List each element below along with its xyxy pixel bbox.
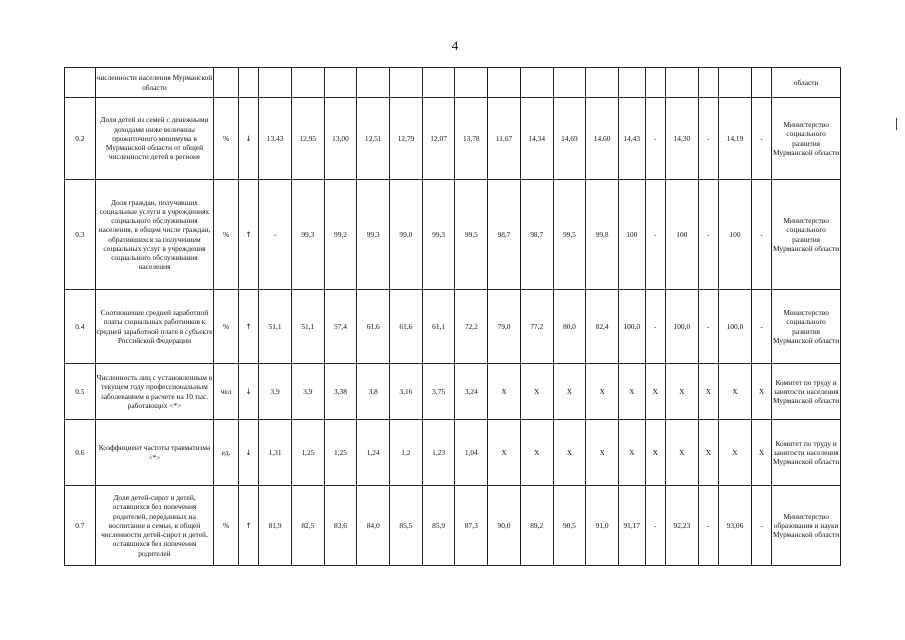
- responsible-organization: области: [772, 68, 841, 98]
- value-cell: 14,69: [553, 98, 586, 180]
- value-cell: 99,5: [455, 180, 488, 290]
- value-cell: [645, 68, 665, 98]
- value-cell: -: [751, 486, 771, 566]
- value-cell: 72,2: [455, 290, 488, 364]
- indicator-name: Доля граждан, получивших социальные услуги в учреждениях социального обслуживания населения, в общем числе граждан, обратившихся за получением социальных услуг в учреждения социального обслуживания населения: [95, 180, 214, 290]
- trend-arrow-icon: ↓: [238, 98, 258, 180]
- value-cell: 13,43: [259, 98, 292, 180]
- value-cell: -: [698, 98, 718, 180]
- row-number: 0.4: [65, 290, 96, 364]
- value-cell: 99,0: [390, 180, 423, 290]
- value-cell: [698, 68, 718, 98]
- value-cell: 61,6: [390, 290, 423, 364]
- value-cell: X: [488, 364, 521, 420]
- table-body: [65, 68, 841, 566]
- value-cell: 1,23: [422, 420, 455, 486]
- value-cell: 82,4: [586, 290, 619, 364]
- value-cell: [357, 68, 390, 98]
- table-row: [65, 180, 841, 290]
- row-number: 0.3: [65, 180, 96, 290]
- value-cell: 91,0: [586, 486, 619, 566]
- page-number: 4: [451, 38, 459, 53]
- value-cell: -: [751, 180, 771, 290]
- value-cell: 3,9: [259, 364, 292, 420]
- value-cell: 14,60: [586, 98, 619, 180]
- value-cell: 93,06: [719, 486, 752, 566]
- trend-arrow-icon: ↑: [238, 486, 258, 566]
- value-cell: 100: [719, 180, 752, 290]
- indicator-name: Доля детей из семей с денежными доходами ниже величины прожиточного минимума в Мурманской области от общей численности детей в регионе: [95, 98, 214, 180]
- value-cell: 77,2: [520, 290, 553, 364]
- table-row: [65, 420, 841, 486]
- value-cell: -: [645, 290, 665, 364]
- value-cell: -: [698, 290, 718, 364]
- value-cell: 12,51: [357, 98, 390, 180]
- value-cell: 82,5: [291, 486, 324, 566]
- value-cell: 84,0: [357, 486, 390, 566]
- indicators-table: [64, 67, 841, 566]
- value-cell: 12,79: [390, 98, 423, 180]
- value-cell: X: [586, 364, 619, 420]
- value-cell: 3,38: [324, 364, 357, 420]
- value-cell: 89,2: [520, 486, 553, 566]
- trend-arrow-icon: ↓: [238, 420, 258, 486]
- value-cell: 3,24: [455, 364, 488, 420]
- value-cell: 85,5: [390, 486, 423, 566]
- row-number: 0.6: [65, 420, 96, 486]
- unit: чел: [214, 364, 239, 420]
- value-cell: X: [520, 420, 553, 486]
- value-cell: 11,67: [488, 98, 521, 180]
- value-cell: 99,3: [422, 180, 455, 290]
- value-cell: 100,0: [665, 290, 698, 364]
- responsible-organization: Комитет по труду и занятости населения Мурманской области: [772, 420, 841, 486]
- value-cell: -: [259, 180, 292, 290]
- value-cell: 3,75: [422, 364, 455, 420]
- value-cell: [751, 68, 771, 98]
- value-cell: X: [488, 420, 521, 486]
- value-cell: 85,9: [422, 486, 455, 566]
- value-cell: 1,25: [291, 420, 324, 486]
- unit: %: [214, 290, 239, 364]
- value-cell: 13,00: [324, 98, 357, 180]
- value-cell: 1,31: [259, 420, 292, 486]
- value-cell: X: [665, 364, 698, 420]
- indicator-name: Соотношение средней заработной платы социальных работников к средней заработной плате в субъекте Российской Федерации: [95, 290, 214, 364]
- value-cell: 99,8: [586, 180, 619, 290]
- indicator-name: Коэффициент частоты травматизма <*>: [95, 420, 214, 486]
- row-number: 0.7: [65, 486, 96, 566]
- row-number: [65, 68, 96, 98]
- indicator-name: Доля детей-сирот и детей, оставшихся без попечения родителей, переданных на воспитание в семьи, в общей численности детей-сирот и детей, оставшихся без попечения родителей: [95, 486, 214, 566]
- value-cell: 13,78: [455, 98, 488, 180]
- value-cell: 100: [618, 180, 645, 290]
- unit: %: [214, 98, 239, 180]
- value-cell: [259, 68, 292, 98]
- value-cell: 51,1: [259, 290, 292, 364]
- value-cell: 1,25: [324, 420, 357, 486]
- value-cell: 61,6: [357, 290, 390, 364]
- value-cell: -: [751, 290, 771, 364]
- value-cell: 100,0: [719, 290, 752, 364]
- value-cell: [665, 68, 698, 98]
- value-cell: 14,43: [618, 98, 645, 180]
- table-row: [65, 486, 841, 566]
- value-cell: 91,17: [618, 486, 645, 566]
- value-cell: [520, 68, 553, 98]
- value-cell: 14,34: [520, 98, 553, 180]
- value-cell: -: [751, 98, 771, 180]
- unit: [214, 68, 239, 98]
- value-cell: 12,07: [422, 98, 455, 180]
- table-row: [65, 364, 841, 420]
- value-cell: 81,9: [259, 486, 292, 566]
- value-cell: X: [553, 420, 586, 486]
- value-cell: 61,1: [422, 290, 455, 364]
- value-cell: 80,0: [553, 290, 586, 364]
- value-cell: 3,8: [357, 364, 390, 420]
- value-cell: -: [645, 98, 665, 180]
- value-cell: X: [618, 420, 645, 486]
- value-cell: X: [719, 364, 752, 420]
- responsible-organization: Министерство социального развития Мурманской области: [772, 180, 841, 290]
- table-row: [65, 290, 841, 364]
- value-cell: [324, 68, 357, 98]
- responsible-organization: Министерство социального развития Мурманской области: [772, 290, 841, 364]
- value-cell: X: [751, 364, 771, 420]
- value-cell: X: [520, 364, 553, 420]
- trend-arrow-icon: ↑: [238, 290, 258, 364]
- table-row: [65, 68, 841, 98]
- value-cell: -: [698, 180, 718, 290]
- value-cell: X: [698, 364, 718, 420]
- value-cell: X: [719, 420, 752, 486]
- value-cell: -: [645, 486, 665, 566]
- value-cell: 1,04: [455, 420, 488, 486]
- value-cell: 100,0: [618, 290, 645, 364]
- responsible-organization: Министерство социального развития Мурманской области: [772, 98, 841, 180]
- value-cell: 99,2: [324, 180, 357, 290]
- value-cell: -: [645, 180, 665, 290]
- value-cell: 83,6: [324, 486, 357, 566]
- margin-mark: [896, 118, 897, 130]
- value-cell: 99,3: [291, 180, 324, 290]
- value-cell: [455, 68, 488, 98]
- value-cell: 14,30: [665, 98, 698, 180]
- unit: %: [214, 486, 239, 566]
- value-cell: 51,1: [291, 290, 324, 364]
- value-cell: 98,7: [520, 180, 553, 290]
- value-cell: 3,9: [291, 364, 324, 420]
- value-cell: [618, 68, 645, 98]
- value-cell: X: [751, 420, 771, 486]
- trend-arrow-icon: ↑: [238, 180, 258, 290]
- trend-arrow-icon: [238, 68, 258, 98]
- value-cell: 99,3: [357, 180, 390, 290]
- value-cell: 57,4: [324, 290, 357, 364]
- trend-arrow-icon: ↓: [238, 364, 258, 420]
- row-number: 0.2: [65, 98, 96, 180]
- value-cell: 87,3: [455, 486, 488, 566]
- value-cell: 3,16: [390, 364, 423, 420]
- value-cell: -: [698, 486, 718, 566]
- indicator-name: численности населения Мурманской области: [95, 68, 214, 98]
- value-cell: X: [665, 420, 698, 486]
- value-cell: [586, 68, 619, 98]
- value-cell: 100: [665, 180, 698, 290]
- value-cell: X: [645, 364, 665, 420]
- value-cell: X: [618, 364, 645, 420]
- value-cell: X: [586, 420, 619, 486]
- value-cell: 12,95: [291, 98, 324, 180]
- value-cell: 14,19: [719, 98, 752, 180]
- value-cell: 99,5: [553, 180, 586, 290]
- value-cell: 1,2: [390, 420, 423, 486]
- responsible-organization: Комитет по труду и занятости населения Мурманской области: [772, 364, 841, 420]
- value-cell: 79,0: [488, 290, 521, 364]
- value-cell: X: [553, 364, 586, 420]
- value-cell: 90,5: [553, 486, 586, 566]
- unit: %: [214, 180, 239, 290]
- value-cell: [422, 68, 455, 98]
- value-cell: [553, 68, 586, 98]
- value-cell: [291, 68, 324, 98]
- value-cell: [488, 68, 521, 98]
- value-cell: X: [645, 420, 665, 486]
- indicator-name: Численность лиц с установленным в текущем году профессиональным заболеванием в расчете на 10 тыс. работающих <*>: [95, 364, 214, 420]
- value-cell: 98,7: [488, 180, 521, 290]
- unit: ед.: [214, 420, 239, 486]
- value-cell: 90,0: [488, 486, 521, 566]
- row-number: 0.5: [65, 364, 96, 420]
- value-cell: [390, 68, 423, 98]
- responsible-organization: Министерство образования и науки Мурманской области: [772, 486, 841, 566]
- value-cell: 1,24: [357, 420, 390, 486]
- value-cell: X: [698, 420, 718, 486]
- value-cell: [719, 68, 752, 98]
- value-cell: 92,23: [665, 486, 698, 566]
- table-row: [65, 98, 841, 180]
